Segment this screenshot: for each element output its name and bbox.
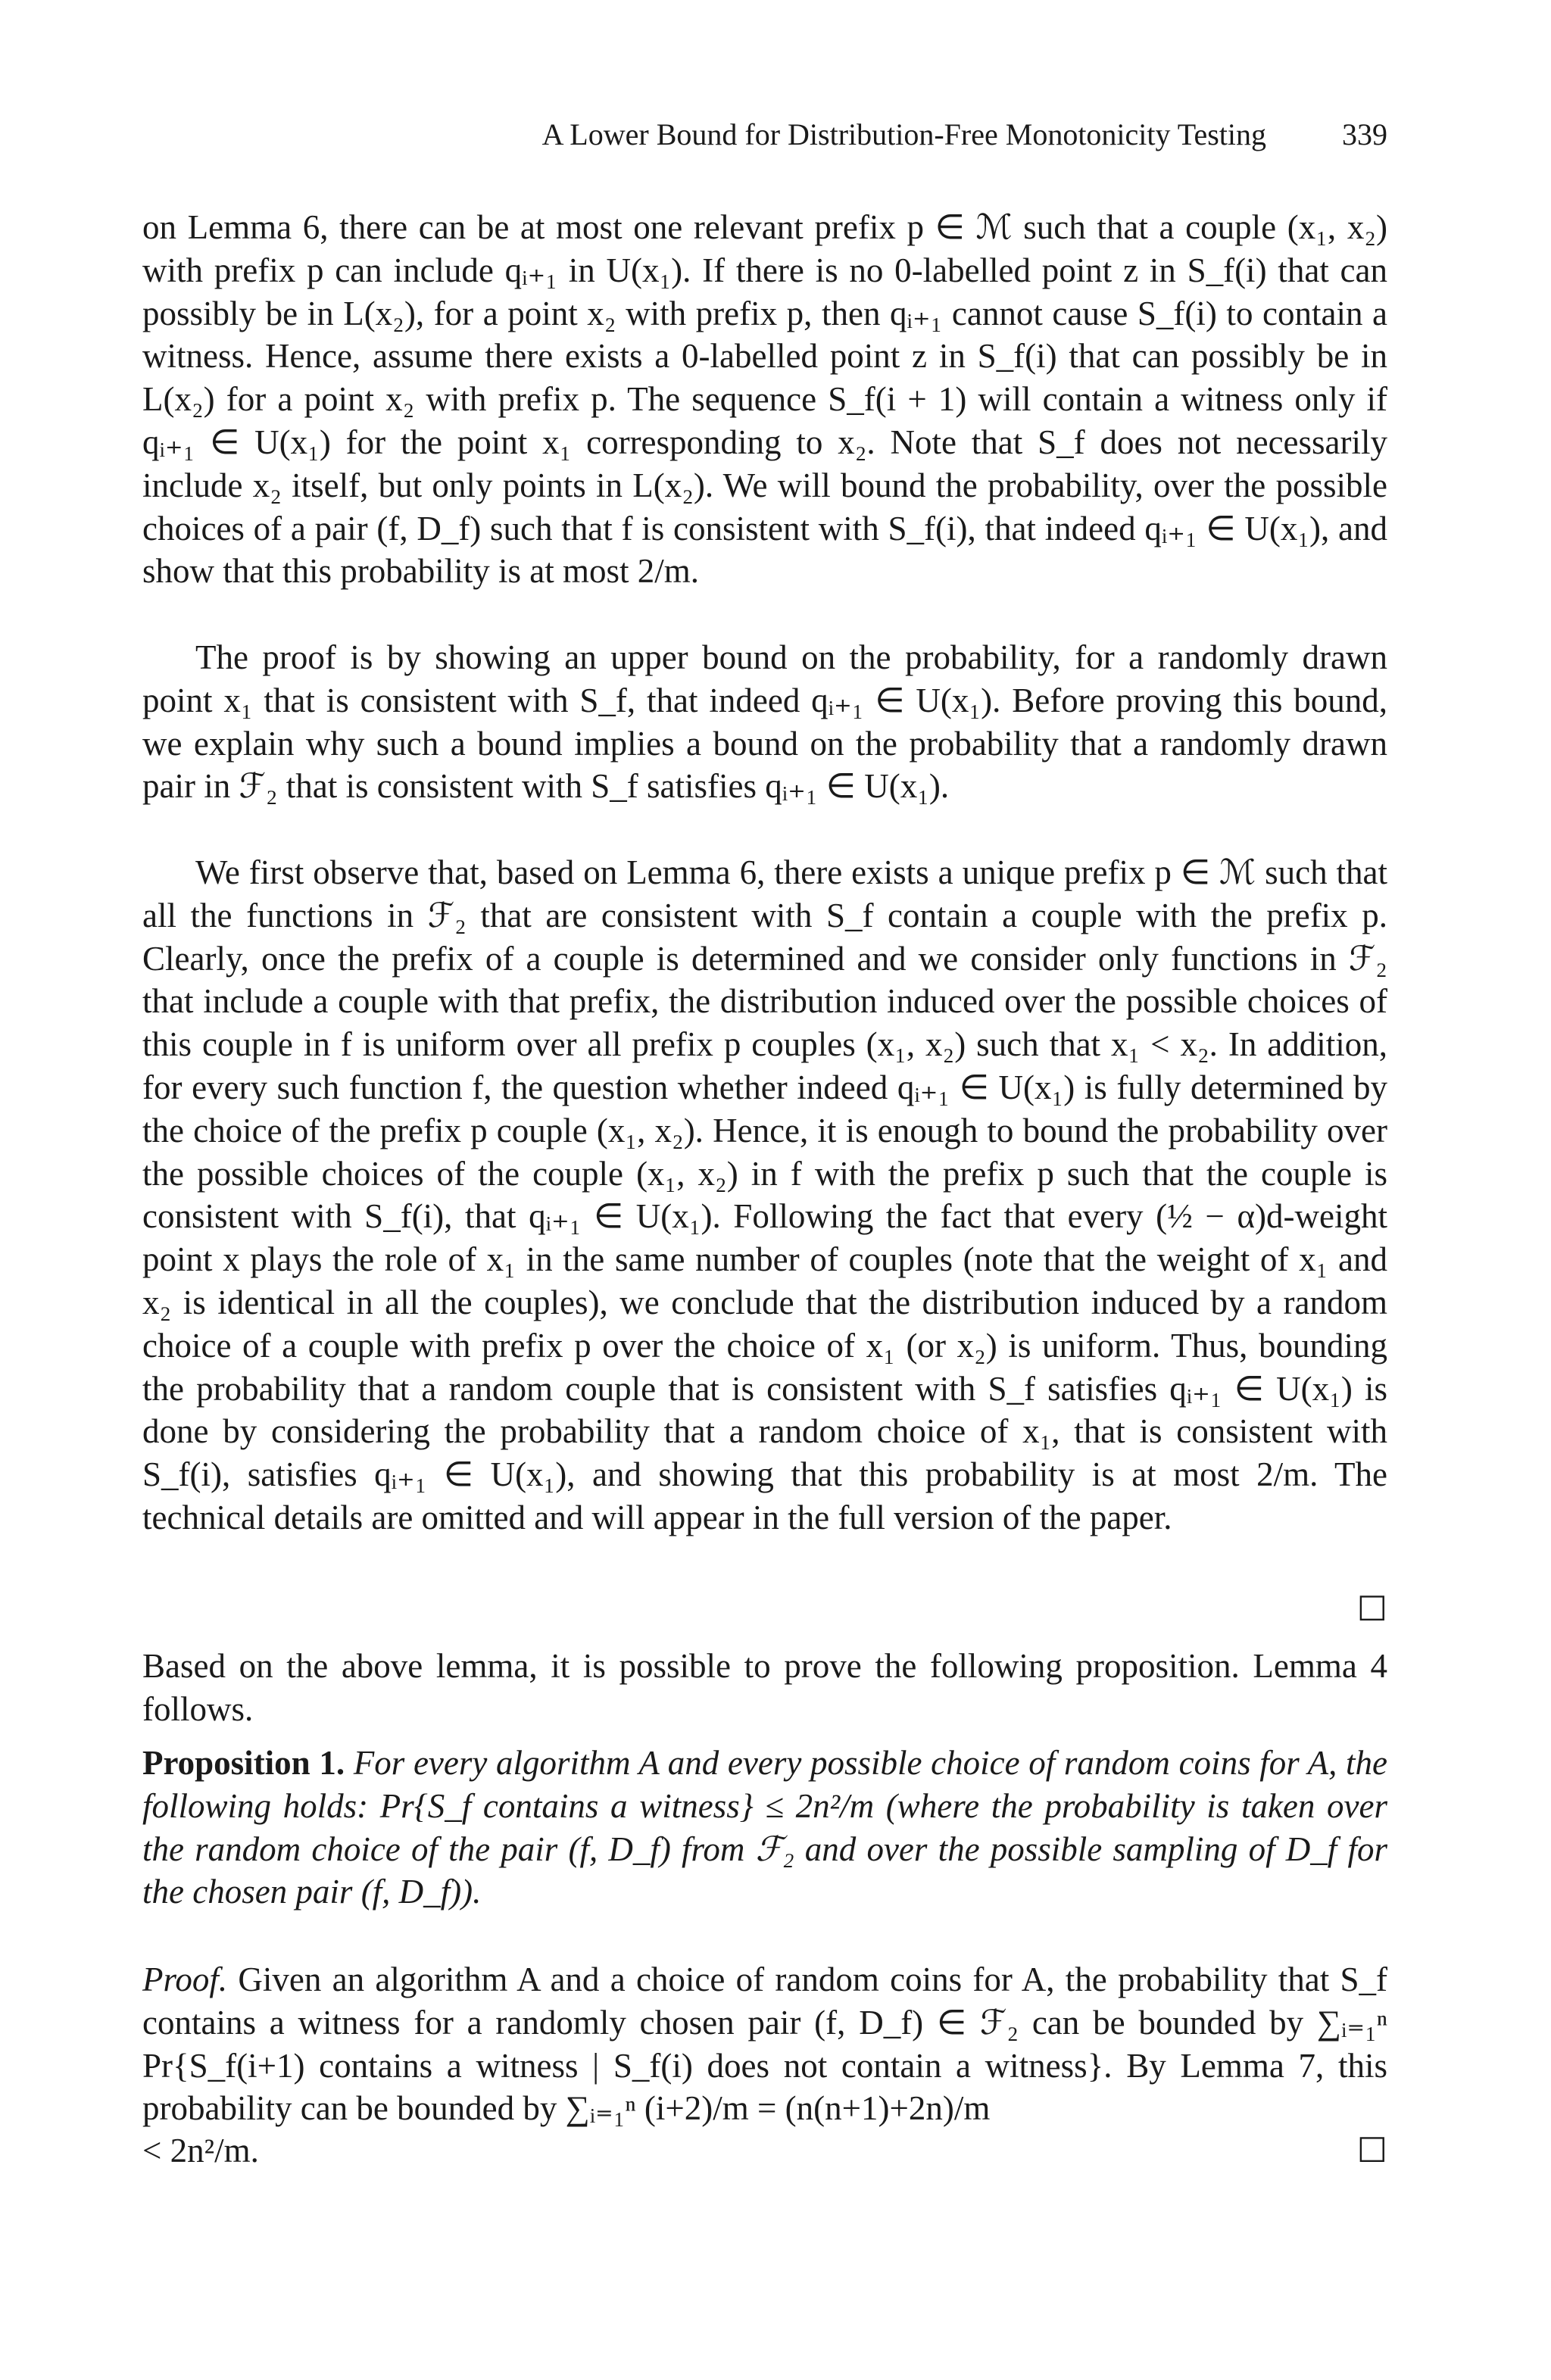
proof-label: Proof. — [142, 1960, 228, 1998]
proof-conclusion — [142, 2129, 1387, 2175]
qed-symbol-proof: ☐ — [1356, 2132, 1387, 2169]
proof-paragraph — [142, 1958, 1387, 2130]
proposition-statement: For every algorithm A and every possible choice of random coins for A, the following holds: Pr{S_f contains a witness} ≤ 2n²/m (where the probability is taken over the random choice of the pair (f, D_f) from ℱ₂ and over the possible sampling of D_f for the chosen pair (f, D_f)). — [142, 1744, 1387, 1911]
paragraph-continuation: on Lemma 6, there can be at most one relevant prefix p ∈ ℳ such that a couple (x₁, x₂) with prefix p can include qᵢ₊₁ in U(x₁). If there is no 0-labelled point z in S_f(i) that can possibly be in L(x₂), for a point x₂ with prefix p, then qᵢ₊₁ cannot cause S_f(i) to contain a witness. Hence, assume there exists a 0-labelled point z in S_f(i) that can possibly be in L(x₂) for a point x₂ with prefix p. The sequence S_f(i + 1) will contain a witness only if qᵢ₊₁ ∈ U(x₁) for the point x₁ corresponding to x₂. Note that S_f does not necessarily include x₂ itself, but only points in L(x₂). We will bound the probability, over the possible choices of a pair (f, D_f) such that f is consistent with S_f(i), that indeed qᵢ₊₁ ∈ U(x₁), and show that this probability is at most 2/m. — [142, 208, 1387, 591]
running-title: A Lower Bound for Distribution-Free Monotonicity Testing — [541, 117, 1266, 151]
running-head — [142, 114, 1387, 156]
proposition-1 — [142, 1742, 1387, 1914]
paragraph-uniformity-argument — [142, 851, 1387, 1631]
paragraph-proof-intro: The proof is by showing an upper bound on the probability, for a randomly drawn point x₁ that is consistent with S_f, that indeed qᵢ₊₁ ∈ U(x₁). Before proving this bound, we explain why such a bound implies a bound on the probability that a randomly drawn pair in ℱ₂ that is consistent with S_f satisfies qᵢ₊₁ ∈ U(x₁). — [142, 638, 1387, 806]
proof-text: Given an algorithm A and a choice of random coins for A, the probability that S_f contains a witness for a randomly chosen pair (f, D_f) ∈ ℱ₂ can be bounded by ∑ᵢ₌₁ⁿ Pr{S_f(i+1) contains a witness | S_f(i) does not contain a witness}. By Lemma 7, this probability can be bounded by ∑ᵢ₌₁ⁿ (i+2)/m = (n(n+1)+2n)/m — [142, 1960, 1387, 2128]
paragraph-uniformity-text: We first observe that, based on Lemma 6, there exists a unique prefix p ∈ ℳ such that all the functions in ℱ₂ that are consistent with S_f contain a couple with the prefix p. Clearly, once the prefix of a couple is determined and we consider only functions in ℱ₂ that include a couple with that prefix, the distribution induced over the possible choices of this couple in f is uniform over all prefix p couples (x₁, x₂) such that x₁ < x₂. In addition, for every such function f, the question whether indeed qᵢ₊₁ ∈ U(x₁) is fully determined by the choice of the prefix p couple (x₁, x₂). Hence, it is enough to bound the probability over the possible choices of the couple (x₁, x₂) in f with the prefix p such that the couple is consistent with S_f(i), that qᵢ₊₁ ∈ U(x₁). Following the fact that every (½ − α)d-weight point x plays the role of x₁ in the same number of couples (note that the weight of x₁ and x₂ is identical in all the couples), we conclude that the distribution induced by a random choice of a couple with prefix p over the choice of x₁ (or x₂) is uniform. Thus, bounding the probability that a random couple that is consistent with S_f satisfies qᵢ₊₁ ∈ U(x₁) is done by considering the probability that a random choice of x₁, that is consistent with S_f(i), satisfies qᵢ₊₁ ∈ U(x₁), and showing that this probability is at most 2/m. The technical details are omitted and will appear in the full version of the paper. — [142, 853, 1387, 1536]
qed-symbol: ☐ — [1356, 1590, 1387, 1629]
proposition-label: Proposition 1. — [142, 1744, 345, 1782]
proof-bound: < 2n²/m. — [142, 2132, 259, 2169]
paragraph-lead-in: Based on the above lemma, it is possible to prove the following proposition. Lemma 4 follows. — [142, 1647, 1387, 1728]
page-number: 339 — [1342, 117, 1387, 151]
